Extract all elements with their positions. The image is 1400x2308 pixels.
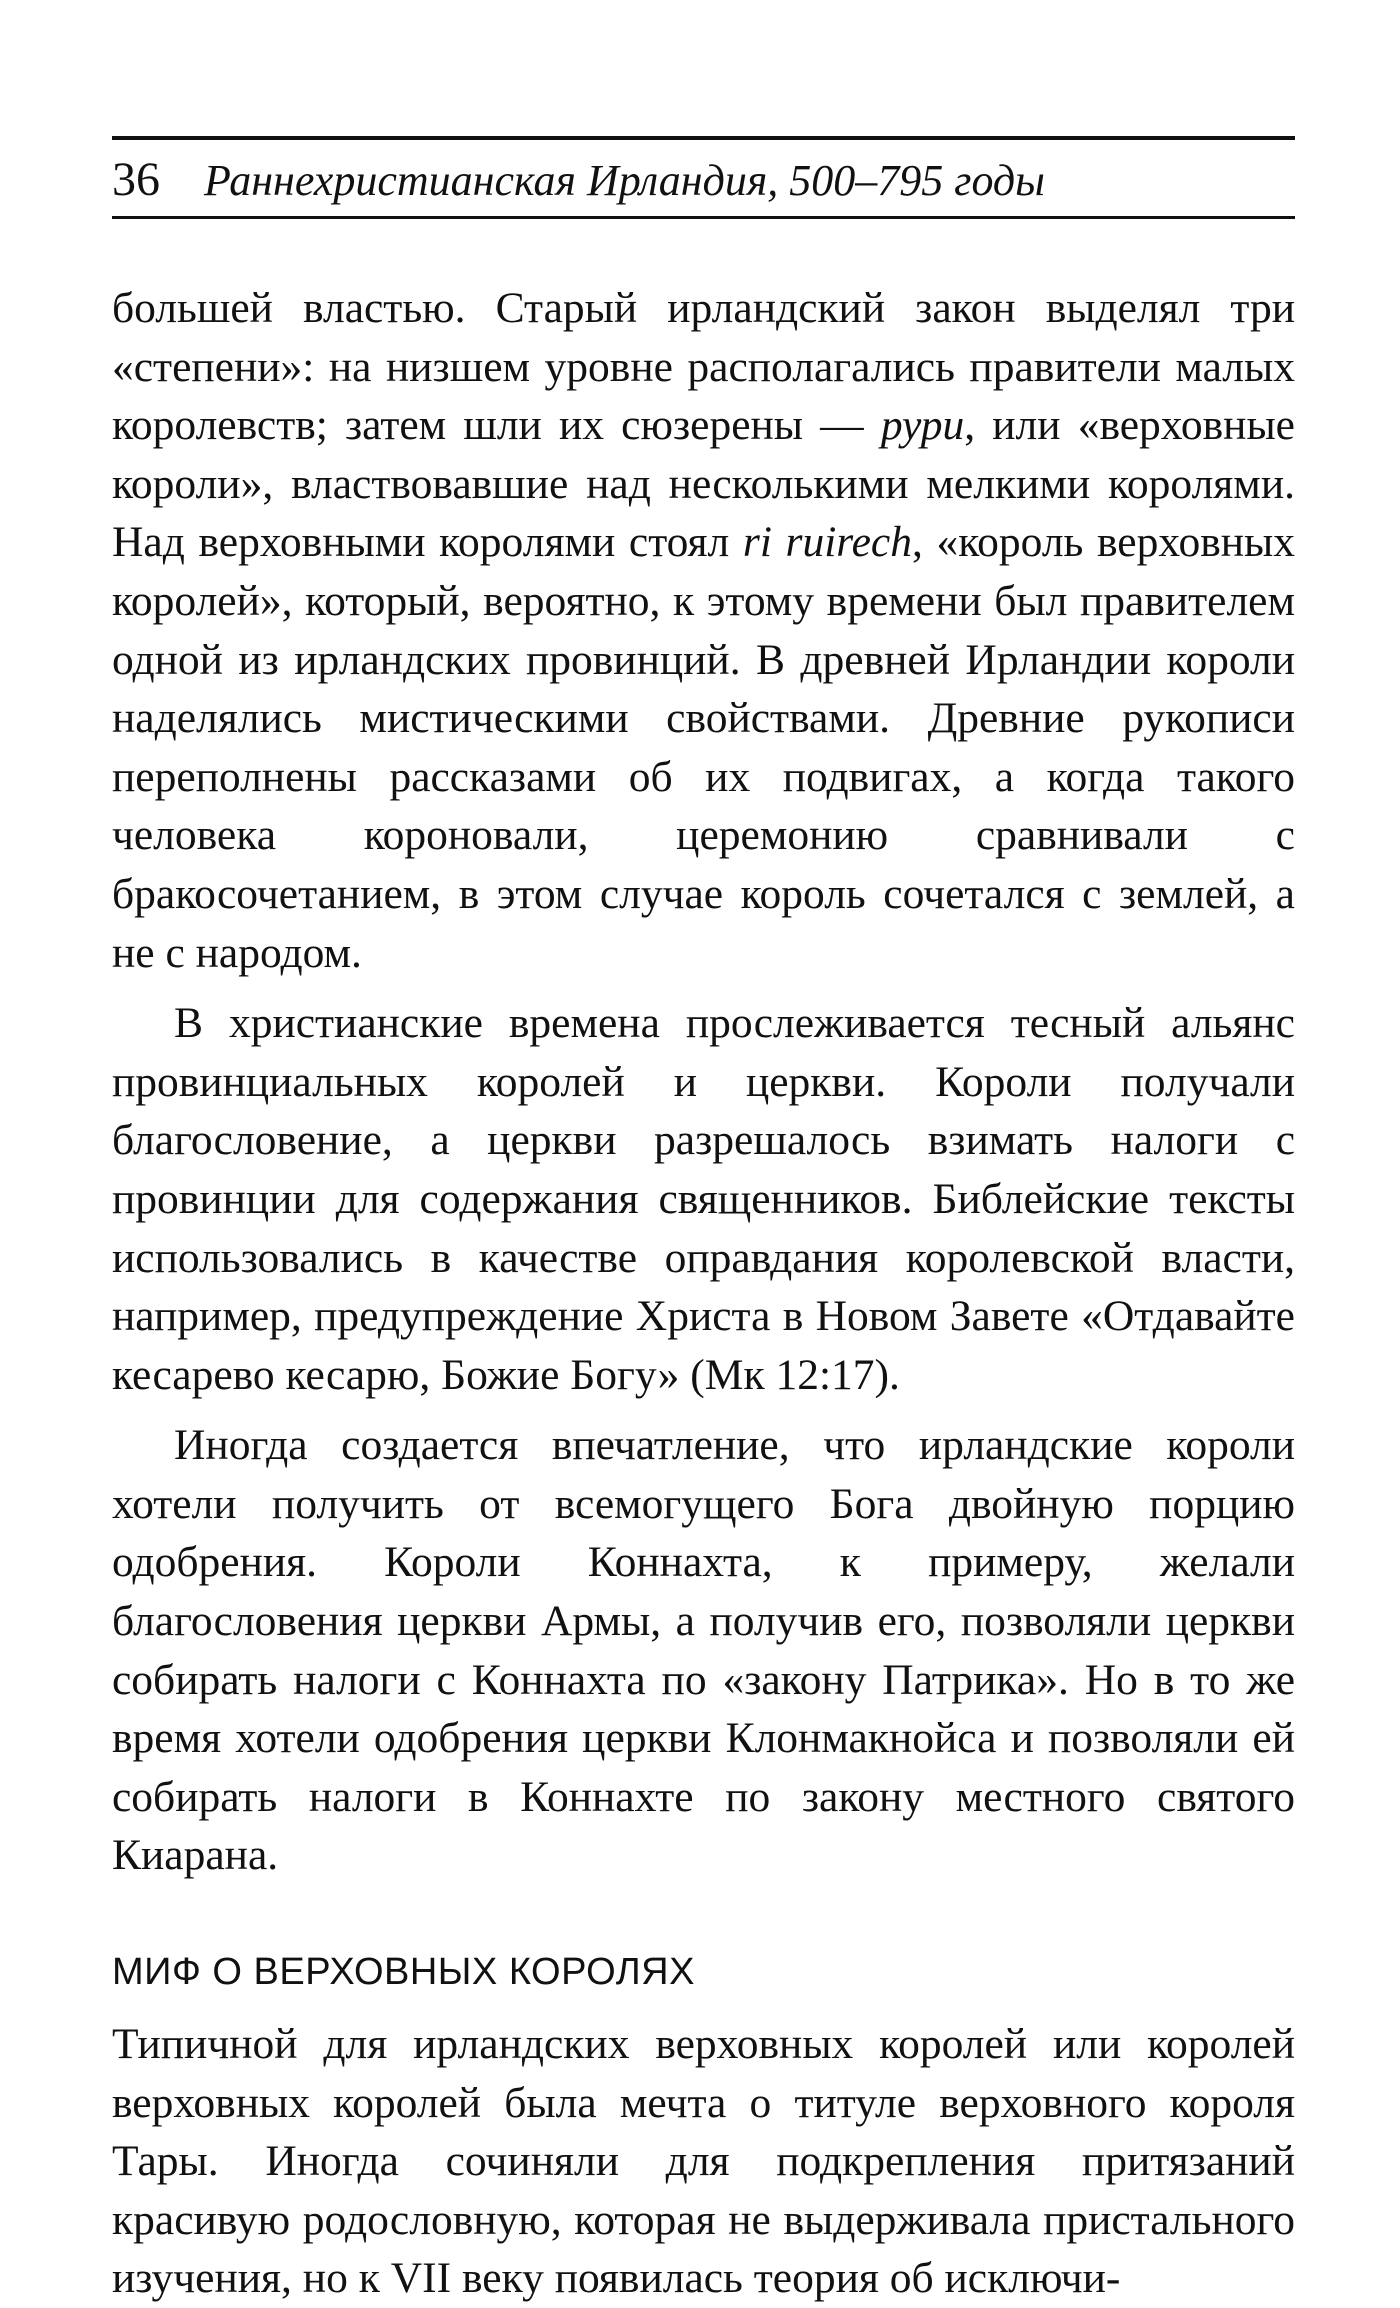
paragraph-1-term-ruri: рури	[880, 401, 965, 450]
paragraph-3: Иногда создается впечатление, что ирландские короли хотели получить от всемогущего Бога двойную порцию одобрения. Короли Коннахта, к примеру, желали благословения церкви Армы, а получив его, позволяли церкви собирать налоги с Коннахта по «закону Патрика». Но в то же время хотели одобрения церкви Клонмакнойса и позволяли ей собирать налоги в Коннахте по закону местного святого Киарана.	[112, 1421, 1295, 1880]
paragraph-1-text-c: , или «верховные короли», властвовавшие над несколькими мелкими королями. Над верховными королями стоял	[112, 401, 1295, 567]
header-rule-bottom	[112, 216, 1295, 219]
paragraph-1-text-a: большей властью. Старый ирландский закон выделял три «степени»: на низшем уровне располагались правители малых королевств; затем шли их сюзерены —	[112, 284, 1295, 450]
section-paragraph-1: Типичной для ирландских верховных королей или королей верховных королей была мечта о титуле верховного короля Тары. Иногда сочиняли для подкрепления притязаний красивую родословную, которая не выдерживала пристального изучения, но к VII веку появилась теория об исключи-	[112, 2020, 1295, 2303]
book-title: Раннехристианская Ирландия, 500–795 годы	[204, 156, 1045, 205]
paragraph-1-term-ri-ruirech: ri ruirech	[742, 518, 912, 567]
section-heading: МИФ О ВЕРХОВНЫХ КОРОЛЯХ	[112, 1951, 695, 1994]
body-text	[112, 279, 1295, 2308]
page-number: 36	[112, 153, 160, 206]
book-page	[112, 136, 1295, 2308]
paragraph-2: В христианские времена прослеживается тесный альянс провинциальных королей и церкви. Короли получали благословение, а церкви разрешалось взимать налоги с провинции для содержания священников. Библейские тексты использовались в качестве оправдания королевской власти, например, предупреждение Христа в Новом Завете «Отдавайте кесарево кесарю, Божие Богу» (Мк 12:17).	[112, 999, 1295, 1399]
paragraph-1	[112, 279, 1295, 982]
paragraph-1-text-e: , «король верховных королей», который, вероятно, к этому времени был правителем одной из ирландских провинций. В древней Ирландии короли наделялись мистическими свойствами. Древние рукописи переполнены рассказами об их подвигах, а когда такого человека короновали, церемонию сравнивали с бракосочетанием, в этом случае король сочетался с землей, а не с народом.	[112, 518, 1295, 977]
running-head	[112, 140, 1295, 216]
